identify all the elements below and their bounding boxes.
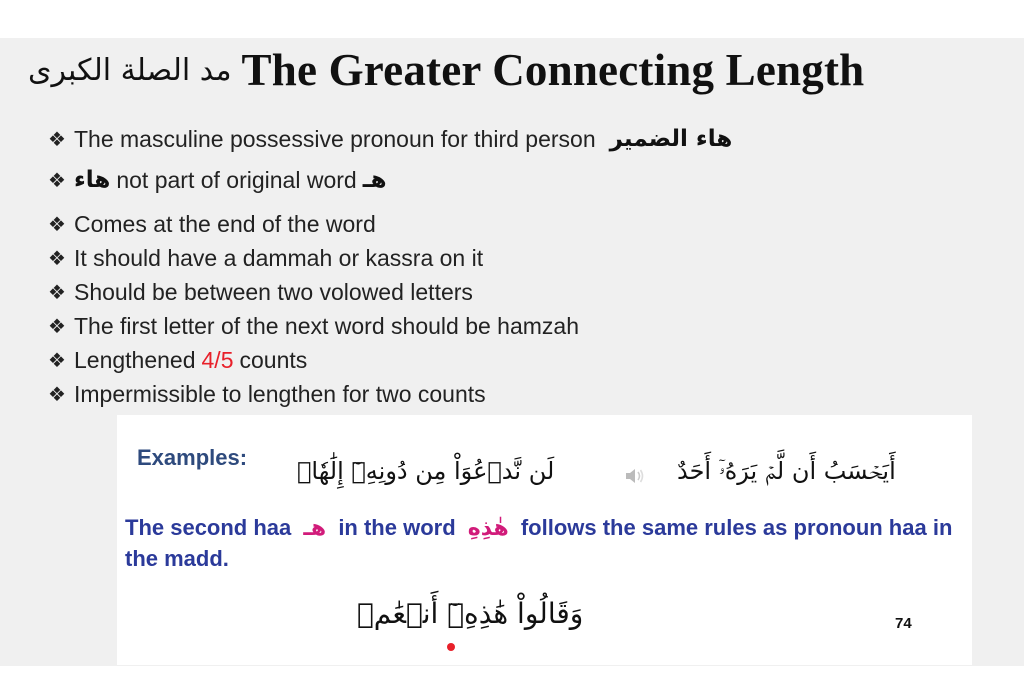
bullet-arabic-lead: هاء <box>74 167 111 193</box>
bullet-text: Should be between two volowed letters <box>74 278 473 305</box>
speaker-icon[interactable] <box>623 465 645 487</box>
bullet-text: not part of original word <box>116 166 357 193</box>
page-number: 74 <box>895 615 912 632</box>
bullet-diamond-icon: ❖ <box>48 169 66 192</box>
title-arabic: مد الصلة الكبرى <box>28 52 232 88</box>
bullet-text: Impermissible to lengthen for two counts <box>74 380 486 407</box>
note-haa: هـ <box>303 516 327 541</box>
bullet-text: Lengthened <box>74 346 196 373</box>
bullet-arabic: هاء الضمير <box>609 126 733 152</box>
bullet-item <box>48 277 473 307</box>
bullet-diamond-icon: ❖ <box>48 213 66 236</box>
verse-3: وَقَالُواْ هَٰذِهِۦٓ أَنۡعَٰمٞ <box>357 597 584 630</box>
count-highlight: 4/5 <box>201 346 234 373</box>
note-mid: in the word <box>338 515 456 540</box>
bullet-diamond-icon: ❖ <box>48 349 66 372</box>
verse-2: أَيَحۡسَبُ أَن لَّمۡ يَرَهُۥٓ أَحَدٌ <box>677 457 896 485</box>
bullet-text: The masculine possessive pronoun for third person <box>74 125 596 152</box>
bullet-item <box>48 345 307 375</box>
bullet-text: Comes at the end of the word <box>74 210 376 237</box>
bullet-arabic-tail: هـ <box>362 167 387 193</box>
bullet-item <box>48 124 738 154</box>
bullet-diamond-icon: ❖ <box>48 128 66 151</box>
bullet-item <box>48 379 486 409</box>
bullet-item <box>48 243 483 273</box>
title-english: The Greater Connecting Length <box>241 45 865 95</box>
note-before: The second haa <box>125 515 292 540</box>
bullet-text: It should have a dammah or kassra on it <box>74 244 484 271</box>
note-after: follows the same rules as pronoun haa in the madd. <box>125 515 953 571</box>
top-margin <box>0 0 1024 38</box>
verse-1: لَن نَّدۡعُوَاْ مِن دُونِهِۦٓ إِلَٰهٗاۖ <box>297 457 555 485</box>
bullet-item <box>48 165 393 195</box>
explanation-note <box>125 513 955 574</box>
bullet-diamond-icon: ❖ <box>48 281 66 304</box>
bottom-margin <box>0 666 1024 683</box>
bullet-item <box>48 209 376 239</box>
example-box <box>117 415 972 665</box>
note-word: هٰذِهِ <box>467 516 509 541</box>
examples-label: Examples: <box>137 445 248 470</box>
bullet-item <box>48 311 579 341</box>
bullet-text: The first letter of the next word should be hamzah <box>74 312 579 339</box>
slide-title <box>28 42 1018 98</box>
bullet-text-after: counts <box>239 346 308 373</box>
red-dot-marker <box>447 643 455 651</box>
bullet-diamond-icon: ❖ <box>48 383 66 406</box>
bullet-diamond-icon: ❖ <box>48 315 66 338</box>
bullet-diamond-icon: ❖ <box>48 247 66 270</box>
